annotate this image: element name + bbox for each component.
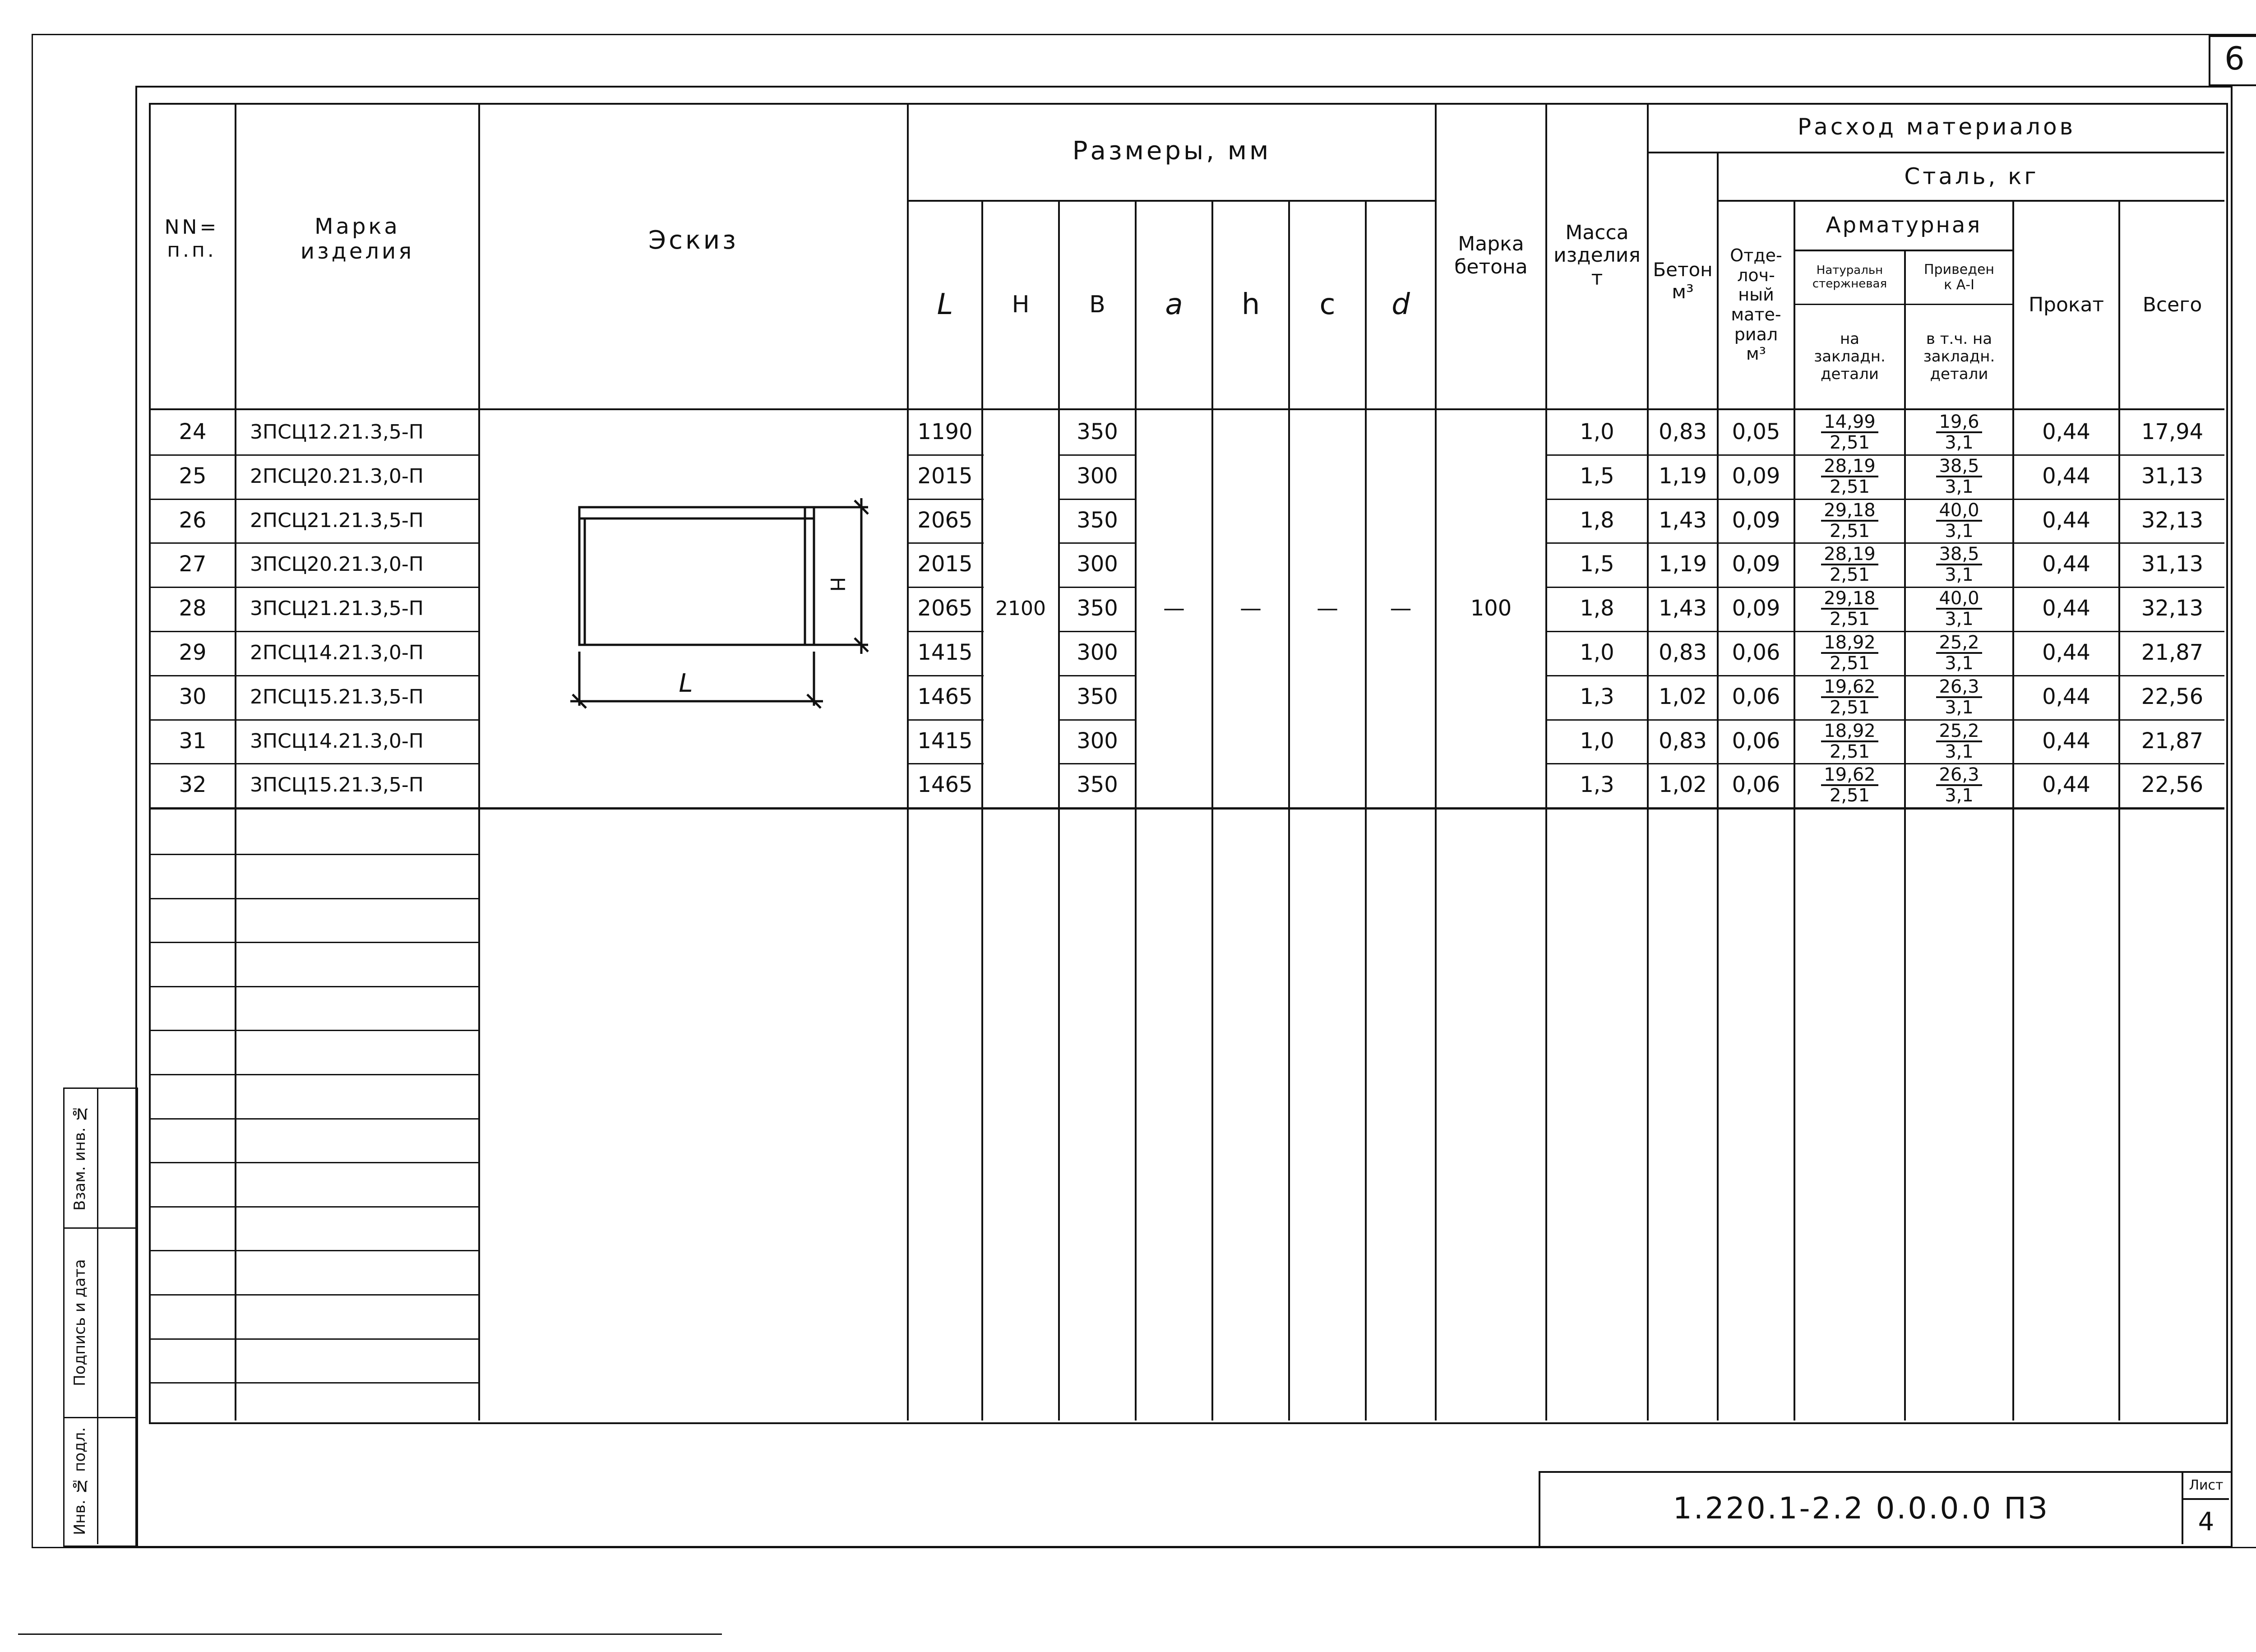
header-concrete-m3: Бетон м³ bbox=[1653, 259, 1713, 303]
cell-rolled: 0,44 bbox=[2042, 419, 2090, 445]
header-size-d: d bbox=[1392, 288, 1410, 322]
cell-mark: 2ПСЦ15.21.3,5-П bbox=[250, 685, 424, 708]
stamp-replacement-inv: Взам. инв. № bbox=[70, 1104, 89, 1211]
cell-L: 2015 bbox=[917, 551, 973, 577]
cell-reduced-armature-denominator: 3,1 bbox=[1945, 741, 1974, 762]
cell-num: 30 bbox=[179, 684, 207, 710]
cell-L: 1415 bbox=[917, 640, 973, 666]
sheet-label: Лист bbox=[2189, 1477, 2224, 1493]
cell-natural-armature-denominator: 2,51 bbox=[1829, 653, 1870, 674]
cell-mass: 1,3 bbox=[1580, 684, 1614, 710]
cell-L: 1465 bbox=[917, 772, 973, 798]
cell-L: 1190 bbox=[917, 419, 973, 445]
header-sizes: Размеры, мм bbox=[1072, 136, 1271, 166]
header-size-h: h bbox=[1241, 288, 1260, 322]
merged-a: — bbox=[1163, 596, 1185, 621]
cell-concrete-volume: 1,02 bbox=[1659, 772, 1707, 798]
cell-rolled: 0,44 bbox=[2042, 728, 2090, 754]
cell-reduced-armature bbox=[1906, 499, 2012, 543]
cell-mass: 1,0 bbox=[1580, 419, 1614, 445]
cell-natural-armature bbox=[1795, 542, 1904, 587]
cell-num: 24 bbox=[179, 419, 207, 445]
header-mark: Марка изделия bbox=[300, 213, 415, 264]
header-size-L: L bbox=[937, 288, 953, 322]
cell-rolled: 0,44 bbox=[2042, 596, 2090, 621]
cell-B: 300 bbox=[1077, 463, 1118, 489]
cell-natural-armature-numerator: 28,19 bbox=[1821, 457, 1878, 477]
cell-rolled: 0,44 bbox=[2042, 508, 2090, 533]
header-size-c: c bbox=[1319, 288, 1336, 322]
cell-num: 25 bbox=[179, 463, 207, 489]
sketch-label-L: L bbox=[679, 668, 693, 698]
header-num: NN= п.п. bbox=[164, 216, 219, 262]
cell-num: 31 bbox=[179, 728, 207, 754]
cell-reduced-armature-numerator: 26,3 bbox=[1936, 765, 1982, 786]
sheet-corner-number: 6 bbox=[2224, 40, 2245, 78]
cell-natural-armature bbox=[1795, 499, 1904, 543]
cell-concrete-volume: 1,19 bbox=[1659, 463, 1707, 489]
cell-num: 26 bbox=[179, 508, 207, 533]
cell-reduced-armature-denominator: 3,1 bbox=[1945, 697, 1974, 718]
cell-concrete-volume: 1,43 bbox=[1659, 508, 1707, 533]
cell-B: 300 bbox=[1077, 728, 1118, 754]
cell-natural-armature-numerator: 14,99 bbox=[1821, 412, 1878, 433]
header-natural-sub: на закладн. детали bbox=[1814, 329, 1886, 384]
cell-rolled: 0,44 bbox=[2042, 684, 2090, 710]
header-size-H: H bbox=[1012, 291, 1030, 319]
cell-mark: 3ПСЦ21.21.3,5-П bbox=[250, 597, 424, 620]
cell-mark: 2ПСЦ14.21.3,0-П bbox=[250, 641, 424, 664]
cell-reduced-armature-numerator: 26,3 bbox=[1936, 677, 1982, 698]
cell-L: 1465 bbox=[917, 684, 973, 710]
panel-sketch bbox=[480, 410, 907, 807]
cell-reduced-armature-numerator: 38,5 bbox=[1936, 457, 1982, 477]
cell-natural-armature-denominator: 2,51 bbox=[1829, 741, 1870, 762]
sheet-number: 4 bbox=[2198, 1507, 2214, 1536]
header-sketch: Эскиз bbox=[648, 225, 739, 255]
cell-total: 32,13 bbox=[2141, 596, 2204, 621]
cell-reduced-armature-numerator: 25,2 bbox=[1936, 722, 1982, 742]
cell-concrete-volume: 0,83 bbox=[1659, 728, 1707, 754]
header-rolled: Прокат bbox=[2028, 293, 2104, 316]
cell-natural-armature-numerator: 19,62 bbox=[1821, 677, 1878, 698]
cell-reduced-armature-denominator: 3,1 bbox=[1945, 565, 1974, 585]
cell-total: 31,13 bbox=[2141, 551, 2204, 577]
cell-natural-armature-numerator: 29,18 bbox=[1821, 501, 1878, 522]
cell-L: 2015 bbox=[917, 463, 973, 489]
cell-finishing: 0,06 bbox=[1732, 640, 1780, 666]
header-size-B: B bbox=[1089, 291, 1105, 319]
cell-concrete-volume: 0,83 bbox=[1659, 419, 1707, 445]
cell-reduced-armature bbox=[1906, 763, 2012, 807]
cell-natural-armature-numerator: 19,62 bbox=[1821, 765, 1878, 786]
cell-reduced-armature-numerator: 40,0 bbox=[1936, 589, 1982, 610]
cell-natural-armature-denominator: 2,51 bbox=[1829, 477, 1870, 497]
cell-reduced-armature-denominator: 3,1 bbox=[1945, 521, 1974, 541]
cell-natural-armature-denominator: 2,51 bbox=[1829, 432, 1870, 453]
cell-B: 350 bbox=[1077, 508, 1118, 533]
cell-B: 350 bbox=[1077, 596, 1118, 621]
cell-concrete-volume: 1,19 bbox=[1659, 551, 1707, 577]
header-finishing: Отде- лоч- ный мате- риал м³ bbox=[1730, 245, 1782, 364]
cell-mark: 3ПСЦ20.21.3,0-П bbox=[250, 552, 424, 576]
cell-mass: 1,5 bbox=[1580, 463, 1614, 489]
cell-finishing: 0,06 bbox=[1732, 772, 1780, 798]
cell-mass: 1,5 bbox=[1580, 551, 1614, 577]
cell-num: 29 bbox=[179, 640, 207, 666]
cell-rolled: 0,44 bbox=[2042, 772, 2090, 798]
cell-B: 300 bbox=[1077, 640, 1118, 666]
cell-finishing: 0,09 bbox=[1732, 463, 1780, 489]
cell-natural-armature-denominator: 2,51 bbox=[1829, 785, 1870, 806]
cell-mark: 3ПСЦ12.21.3,5-П bbox=[250, 420, 424, 444]
cell-reduced-armature-numerator: 25,2 bbox=[1936, 633, 1982, 654]
cell-total: 17,94 bbox=[2141, 419, 2204, 445]
cell-natural-armature bbox=[1795, 763, 1904, 807]
cell-reduced-armature-numerator: 19,6 bbox=[1936, 412, 1982, 433]
document-code: 1.220.1-2.2 0.0.0.0 ПЗ bbox=[1673, 1491, 2049, 1526]
cell-reduced-armature bbox=[1906, 719, 2012, 764]
merged-h: — bbox=[1240, 596, 1262, 621]
merged-c: — bbox=[1317, 596, 1338, 621]
cell-natural-armature bbox=[1795, 631, 1904, 675]
cell-rolled: 0,44 bbox=[2042, 551, 2090, 577]
cell-reduced-armature bbox=[1906, 587, 2012, 631]
merged-concrete: 100 bbox=[1470, 596, 1512, 621]
cell-finishing: 0,09 bbox=[1732, 596, 1780, 621]
cell-B: 350 bbox=[1077, 419, 1118, 445]
merged-d: — bbox=[1390, 596, 1412, 621]
cell-total: 21,87 bbox=[2141, 728, 2204, 754]
cell-natural-armature-numerator: 29,18 bbox=[1821, 589, 1878, 610]
header-steel: Сталь, кг bbox=[1904, 163, 2039, 190]
cell-total: 31,13 bbox=[2141, 463, 2204, 489]
cell-natural-armature-numerator: 18,92 bbox=[1821, 722, 1878, 742]
cell-natural-armature bbox=[1795, 587, 1904, 631]
cell-rolled: 0,44 bbox=[2042, 463, 2090, 489]
cell-finishing: 0,06 bbox=[1732, 684, 1780, 710]
cell-natural-armature bbox=[1795, 410, 1904, 454]
cell-reduced-armature bbox=[1906, 454, 2012, 499]
cell-natural-armature bbox=[1795, 719, 1904, 764]
cell-reduced-armature-denominator: 3,1 bbox=[1945, 785, 1974, 806]
cell-reduced-armature bbox=[1906, 410, 2012, 454]
cell-natural-armature-numerator: 18,92 bbox=[1821, 633, 1878, 654]
header-mass: Масса изделия т bbox=[1553, 221, 1641, 290]
cell-mark: 2ПСЦ21.21.3,5-П bbox=[250, 509, 424, 532]
cell-finishing: 0,05 bbox=[1732, 419, 1780, 445]
cell-total: 21,87 bbox=[2141, 640, 2204, 666]
cell-L: 1415 bbox=[917, 728, 973, 754]
header-total: Всего bbox=[2142, 293, 2202, 316]
header-armature: Арматурная bbox=[1826, 213, 1982, 238]
header-concrete-mark: Марка бетона bbox=[1454, 232, 1528, 278]
cell-total: 22,56 bbox=[2141, 772, 2204, 798]
cell-reduced-armature-numerator: 40,0 bbox=[1936, 501, 1982, 522]
cell-num: 28 bbox=[179, 596, 207, 621]
cell-mark: 3ПСЦ15.21.3,5-П bbox=[250, 773, 424, 796]
merged-H: 2100 bbox=[995, 597, 1046, 620]
cell-reduced-armature-denominator: 3,1 bbox=[1945, 432, 1974, 453]
cell-natural-armature-denominator: 2,51 bbox=[1829, 697, 1870, 718]
cell-reduced-armature-numerator: 38,5 bbox=[1936, 545, 1982, 565]
cell-num: 32 bbox=[179, 772, 207, 798]
cell-L: 2065 bbox=[917, 508, 973, 533]
sketch-label-H: H bbox=[826, 577, 849, 592]
cell-concrete-volume: 1,02 bbox=[1659, 684, 1707, 710]
cell-natural-armature-denominator: 2,51 bbox=[1829, 565, 1870, 585]
cell-concrete-volume: 0,83 bbox=[1659, 640, 1707, 666]
cell-total: 22,56 bbox=[2141, 684, 2204, 710]
cell-reduced-armature bbox=[1906, 542, 2012, 587]
cell-mass: 1,8 bbox=[1580, 508, 1614, 533]
cell-mass: 1,3 bbox=[1580, 772, 1614, 798]
cell-reduced-armature-denominator: 3,1 bbox=[1945, 477, 1974, 497]
cell-reduced-armature-denominator: 3,1 bbox=[1945, 609, 1974, 629]
header-size-a: a bbox=[1165, 288, 1183, 322]
cell-natural-armature bbox=[1795, 675, 1904, 719]
cell-concrete-volume: 1,43 bbox=[1659, 596, 1707, 621]
header-natural: Натуральн стержневая bbox=[1812, 264, 1887, 291]
cell-natural-armature-numerator: 28,19 bbox=[1821, 545, 1878, 565]
header-materials: Расход материалов bbox=[1797, 114, 2076, 140]
cell-num: 27 bbox=[179, 551, 207, 577]
cell-L: 2065 bbox=[917, 596, 973, 621]
stamp-signature-date: Подпись и дата bbox=[70, 1259, 89, 1387]
cell-B: 300 bbox=[1077, 551, 1118, 577]
cell-finishing: 0,09 bbox=[1732, 508, 1780, 533]
cell-finishing: 0,06 bbox=[1732, 728, 1780, 754]
header-reduced-sub: в т.ч. на закладн. детали bbox=[1923, 329, 1995, 384]
cell-reduced-armature bbox=[1906, 675, 2012, 719]
cell-natural-armature-denominator: 2,51 bbox=[1829, 609, 1870, 629]
cell-mass: 1,0 bbox=[1580, 728, 1614, 754]
cell-mass: 1,8 bbox=[1580, 596, 1614, 621]
cell-mark: 2ПСЦ20.21.3,0-П bbox=[250, 464, 424, 488]
cell-B: 350 bbox=[1077, 772, 1118, 798]
cell-reduced-armature-denominator: 3,1 bbox=[1945, 653, 1974, 674]
header-reduced: Приведен к А-I bbox=[1923, 261, 1995, 293]
stamp-original-inv: Инв. № подл. bbox=[70, 1427, 89, 1536]
cell-B: 350 bbox=[1077, 684, 1118, 710]
cell-rolled: 0,44 bbox=[2042, 640, 2090, 666]
cell-mass: 1,0 bbox=[1580, 640, 1614, 666]
cell-finishing: 0,09 bbox=[1732, 551, 1780, 577]
cell-reduced-armature bbox=[1906, 631, 2012, 675]
cell-total: 32,13 bbox=[2141, 508, 2204, 533]
cell-mark: 3ПСЦ14.21.3,0-П bbox=[250, 729, 424, 753]
cell-natural-armature bbox=[1795, 454, 1904, 499]
cell-natural-armature-denominator: 2,51 bbox=[1829, 521, 1870, 541]
